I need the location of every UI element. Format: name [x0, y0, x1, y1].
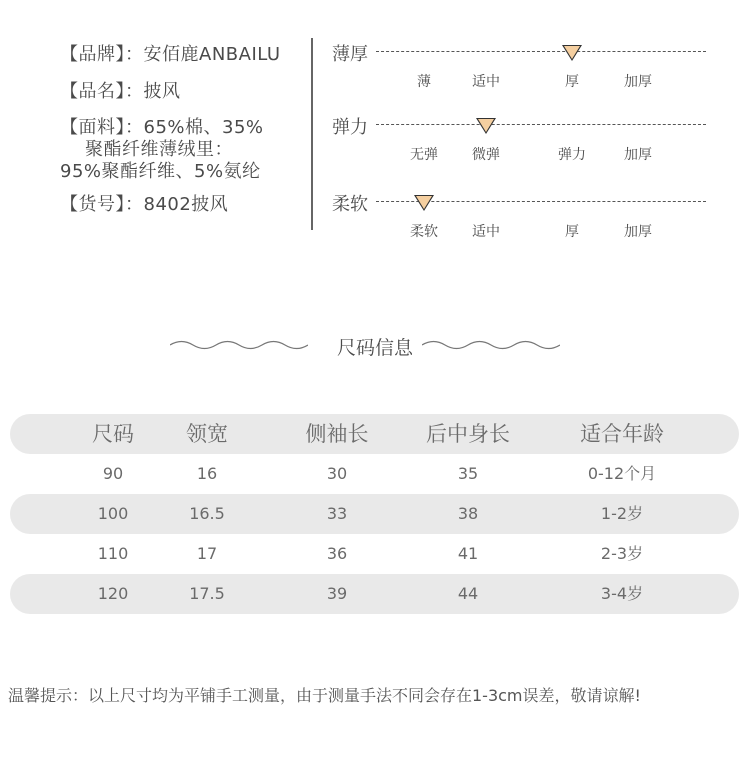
table-cell: 17.5: [189, 584, 225, 603]
table-cell: 100: [97, 504, 129, 523]
table-header-cell: 尺码: [92, 422, 134, 446]
scale-label: 柔软: [410, 224, 438, 240]
table-cell: 41: [457, 544, 479, 563]
brand-line: 【品牌】：安佰鹿ANBAILU: [60, 44, 281, 65]
item-number-line: 【货号】：8402披风: [60, 194, 229, 215]
scale-label: 加厚: [624, 147, 652, 163]
product-name-line: 【品名】：披风: [60, 81, 181, 102]
scale-marker-icon: [562, 45, 582, 61]
scale-label: 薄: [417, 74, 431, 90]
table-cell: 120: [97, 584, 129, 603]
scale-marker-icon: [476, 118, 496, 134]
table-row: [10, 534, 739, 574]
table-header-cell: 后中身长: [426, 422, 510, 446]
table-cell: 30: [326, 464, 348, 483]
scale-label: 厚: [565, 74, 579, 90]
scale-label: 微弹: [472, 147, 500, 163]
fabric-line-3: 95%聚酯纤维、5%氨纶: [60, 161, 261, 182]
table-cell: 0-12个月: [587, 464, 657, 483]
scale-label: 加厚: [624, 74, 652, 90]
table-cell: 16: [196, 464, 218, 483]
table-cell: 33: [326, 504, 348, 523]
table-cell: 36: [326, 544, 348, 563]
scale-marker-icon: [414, 195, 434, 211]
scale-label: 无弹: [410, 147, 438, 163]
scale-name: 薄厚: [332, 44, 368, 65]
measurement-note: 温馨提示：以上尺寸均为平铺手工测量，由于测量手法不同会存在1-3cm误差，敬请谅解!: [8, 686, 641, 705]
table-cell: 110: [97, 544, 129, 563]
fabric-line-1: 【面料】：65%棉、35%: [60, 117, 264, 138]
table-row: [10, 574, 739, 614]
table-header-cell: 侧袖长: [305, 422, 369, 446]
scale-line: [376, 124, 706, 125]
vertical-divider: [311, 38, 313, 230]
table-cell: 35: [457, 464, 479, 483]
scale-name: 弹力: [332, 117, 368, 138]
size-section-title: 尺码信息: [336, 337, 413, 359]
scale-label: 加厚: [624, 224, 652, 240]
scale-label: 适中: [472, 224, 500, 240]
table-cell: 2-3岁: [600, 544, 644, 563]
table-cell: 90: [102, 464, 124, 483]
table-header-cell: 适合年龄: [580, 422, 664, 446]
table-cell: 3-4岁: [600, 584, 644, 603]
table-header-cell: 领宽: [186, 422, 228, 446]
table-row: [10, 454, 739, 494]
scale-label: 厚: [565, 224, 579, 240]
scale-label: 适中: [472, 74, 500, 90]
fabric-line-2: 聚酯纤维薄绒里：: [85, 139, 233, 160]
table-cell: 16.5: [189, 504, 225, 523]
table-cell: 39: [326, 584, 348, 603]
table-row: [10, 494, 739, 534]
table-header-row: [10, 414, 739, 454]
scale-name: 柔软: [332, 194, 368, 215]
scale-line: [376, 51, 706, 52]
scale-label: 弹力: [558, 147, 586, 163]
table-cell: 44: [457, 584, 479, 603]
table-cell: 1-2岁: [600, 504, 644, 523]
table-cell: 17: [196, 544, 218, 563]
wave-right-icon: [422, 338, 560, 352]
table-cell: 38: [457, 504, 479, 523]
